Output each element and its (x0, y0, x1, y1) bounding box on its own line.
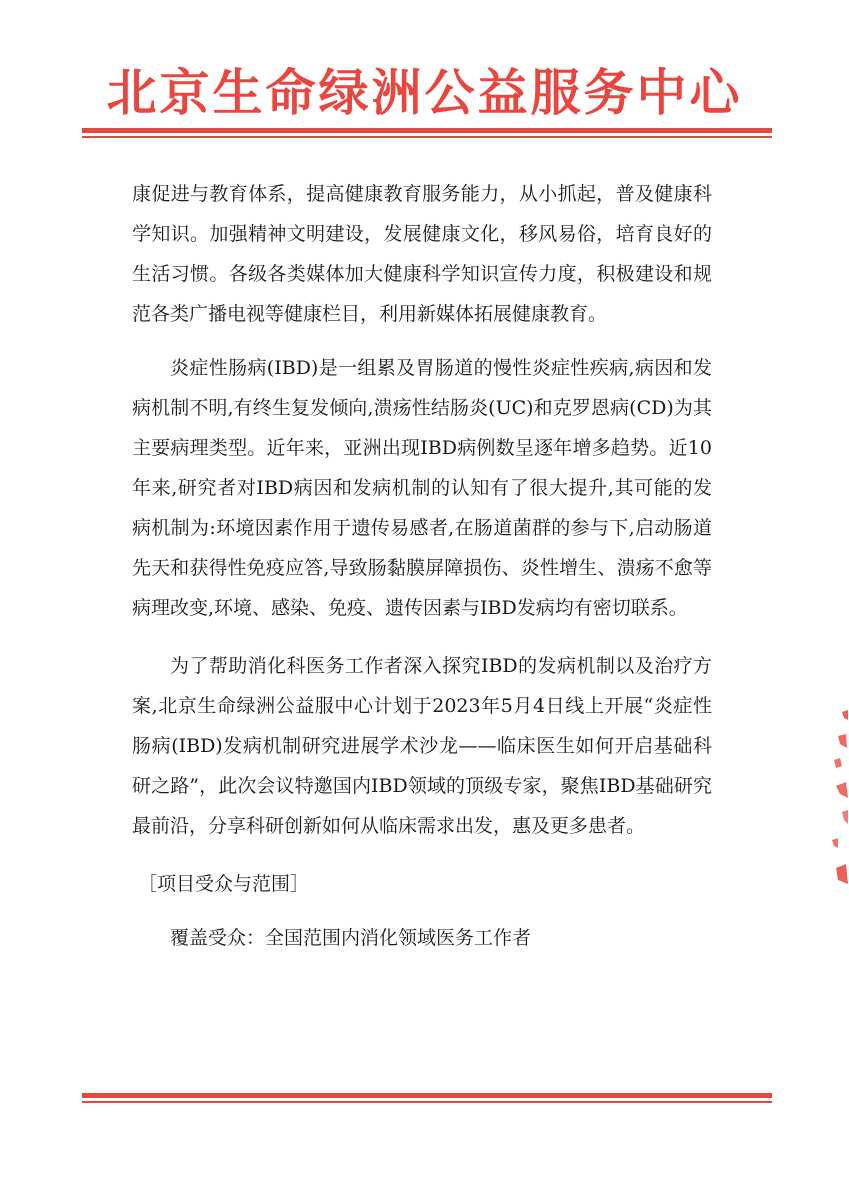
audience-line: 覆盖受众：全国范围内消化领域医务工作者 (170, 927, 532, 949)
paragraph-ibd-background: 炎症性肠病(IBD)是一组累及胃肠道的慢性炎症性疾病,病因和发病机制不明,有终生复发倾向,溃疡性结肠炎(UC)和克罗恩病(CD)为其主要病理类型。近年来，亚洲出现IBD病例数呈逐年增多趋势。近10年来,研究者对IBD病因和发病机制的认知有了很大提升,其可能的发病机制为:环境因素作用于遗传易感者,在肠道菌群的参与下,启动肠道先天和获得性免疫应答,导致肠黏膜屏障损伤、炎性增生、溃疡不愈等病理改变,环境、感染、免疫、遗传因素与IBD发病均有密切联系。 (132, 357, 712, 619)
letterhead-title: 北京生命绿洲公益服务中心 (106, 64, 743, 122)
seal-edge-mark (826, 708, 849, 898)
document-body (132, 174, 712, 958)
paragraph-health-education: 康促进与教育体系，提高健康教育服务能力，从小抓起，普及健康科学知识。加强精神文明建设，发展健康文化，移风易俗，培育良好的生活习惯。各级各类媒体加大健康科学知识宣传力度，积极建设和规范各类广播电视等健康栏目，利用新媒体拓展健康教育。 (132, 183, 712, 325)
footer-divider (82, 1093, 772, 1103)
section-heading-audience: ［项目受众与范围］ (138, 873, 310, 895)
paragraph-salon-announcement: 为了帮助消化科医务工作者深入探究IBD的发病机制以及治疗方案,北京生命绿洲公益服中心计划于2023年5月4日线上开展“炎症性肠病(IBD)发病机制研究进展学术沙龙——临床医生如何开启基础科研之路”，此次会议特邀国内IBD领域的顶级专家，聚焦IBD基础研究最前沿，分享科研创新如何从临床需求出发，惠及更多患者。 (132, 655, 712, 837)
letterhead-divider (82, 128, 772, 138)
